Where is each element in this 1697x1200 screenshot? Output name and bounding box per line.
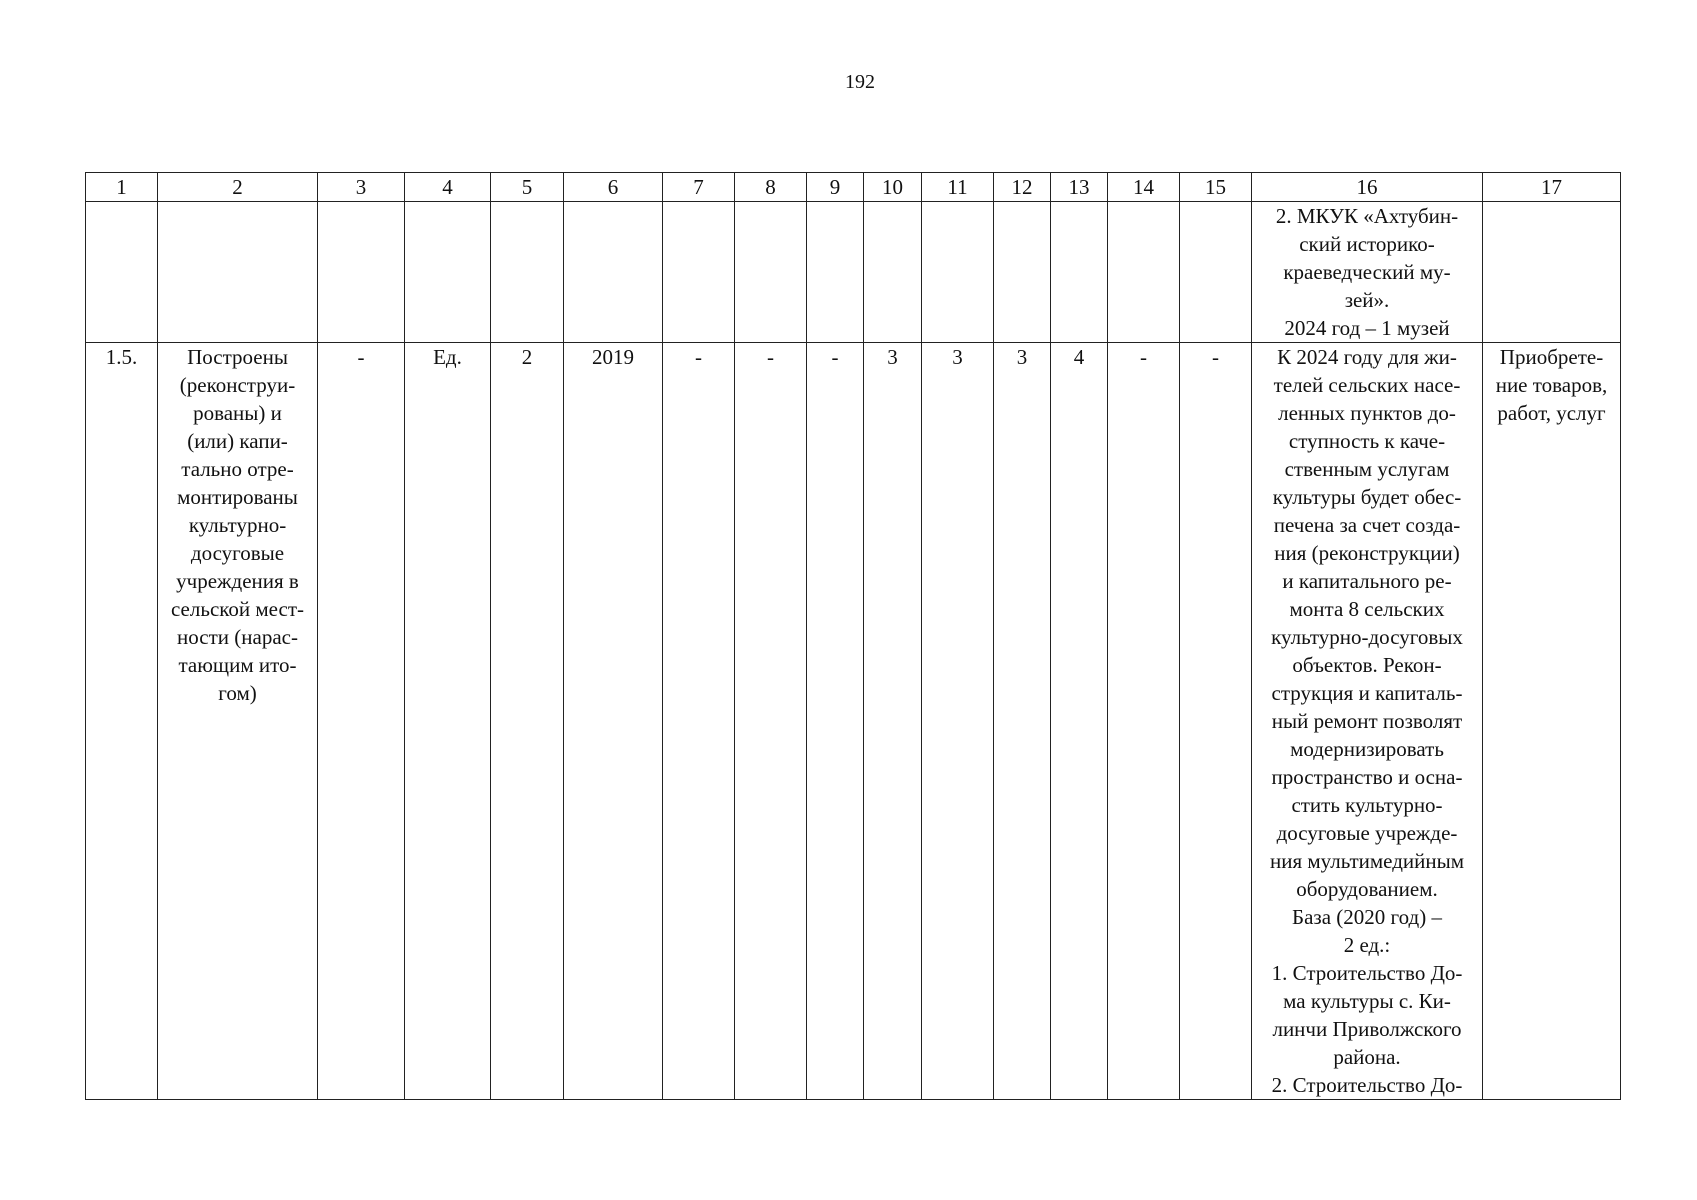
column-header: 1: [86, 173, 158, 202]
column-header: 9: [807, 173, 864, 202]
table-cell: [735, 202, 807, 343]
table-cell: -: [1180, 343, 1252, 1100]
table-cell: [663, 202, 735, 343]
table-cell: [922, 202, 994, 343]
table-cell: [994, 202, 1051, 343]
column-header: 17: [1483, 173, 1621, 202]
column-header: 2: [158, 173, 318, 202]
column-header: 8: [735, 173, 807, 202]
table-cell: 3: [922, 343, 994, 1100]
column-header: 5: [491, 173, 564, 202]
table-cell: -: [807, 343, 864, 1100]
table-cell: [564, 202, 663, 343]
column-header: 16: [1252, 173, 1483, 202]
table-cell-year: 2019: [564, 343, 663, 1100]
table-cell-unit: Ед.: [405, 343, 491, 1100]
table-cell: [1483, 202, 1621, 343]
table-header-row: [86, 173, 1621, 202]
table-cell-indicator: Построены (реконструи- рованы) и (или) капи- тально отре- монтированы культурно- досуговые учреждения в сельской мест- ности (нарас- тающим ито- гом): [158, 343, 318, 1100]
column-header: 14: [1108, 173, 1180, 202]
column-header: 6: [564, 173, 663, 202]
table-cell-description: К 2024 году для жи- телей сельских насе- ленных пунктов до- ступность к каче- ственным услугам культуры будет обес- печена за счет созда- ния (реконструкции) и капитального ре- монта 8 сельских культурно-досуговых объектов. Рекон- струкция и капиталь- ный ремонт позволят модернизировать пространство и осна- стить культурно- досуговые учрежде- ния мультимедийным оборудованием. База (2020 год) – 2 ед.: 1. Строительство До- ма культуры с. Ки- линчи Приволжского района. 2. Строительство До-: [1252, 343, 1483, 1100]
table-cell: 4: [1051, 343, 1108, 1100]
table-cell: [491, 202, 564, 343]
column-header: 7: [663, 173, 735, 202]
table-row: [86, 343, 1621, 1100]
table-cell: [864, 202, 922, 343]
page-number: 192: [845, 71, 875, 93]
table-cell: -: [735, 343, 807, 1100]
table-cell: 2: [491, 343, 564, 1100]
column-header: 12: [994, 173, 1051, 202]
table-cell: Приобрете- ние товаров, работ, услуг: [1483, 343, 1621, 1100]
table-cell: 3: [864, 343, 922, 1100]
table-cell: [158, 202, 318, 343]
column-header: 15: [1180, 173, 1252, 202]
table-cell: [86, 202, 158, 343]
data-table: [85, 172, 1621, 1100]
table-cell: [405, 202, 491, 343]
table-cell: 3: [994, 343, 1051, 1100]
table-cell: -: [663, 343, 735, 1100]
table-row: [86, 202, 1621, 343]
table-cell-description: 2. МКУК «Ахтубин- ский историко- краеведческий му- зей». 2024 год – 1 музей: [1252, 202, 1483, 343]
table-cell: [1108, 202, 1180, 343]
table-cell: [318, 202, 405, 343]
column-header: 3: [318, 173, 405, 202]
table-cell: [807, 202, 864, 343]
column-header: 11: [922, 173, 994, 202]
table-cell: -: [1108, 343, 1180, 1100]
column-header: 4: [405, 173, 491, 202]
column-header: 10: [864, 173, 922, 202]
table-cell: [1180, 202, 1252, 343]
table-cell: -: [318, 343, 405, 1100]
table-cell: [1051, 202, 1108, 343]
column-header: 13: [1051, 173, 1108, 202]
table-cell-number: 1.5.: [86, 343, 158, 1100]
